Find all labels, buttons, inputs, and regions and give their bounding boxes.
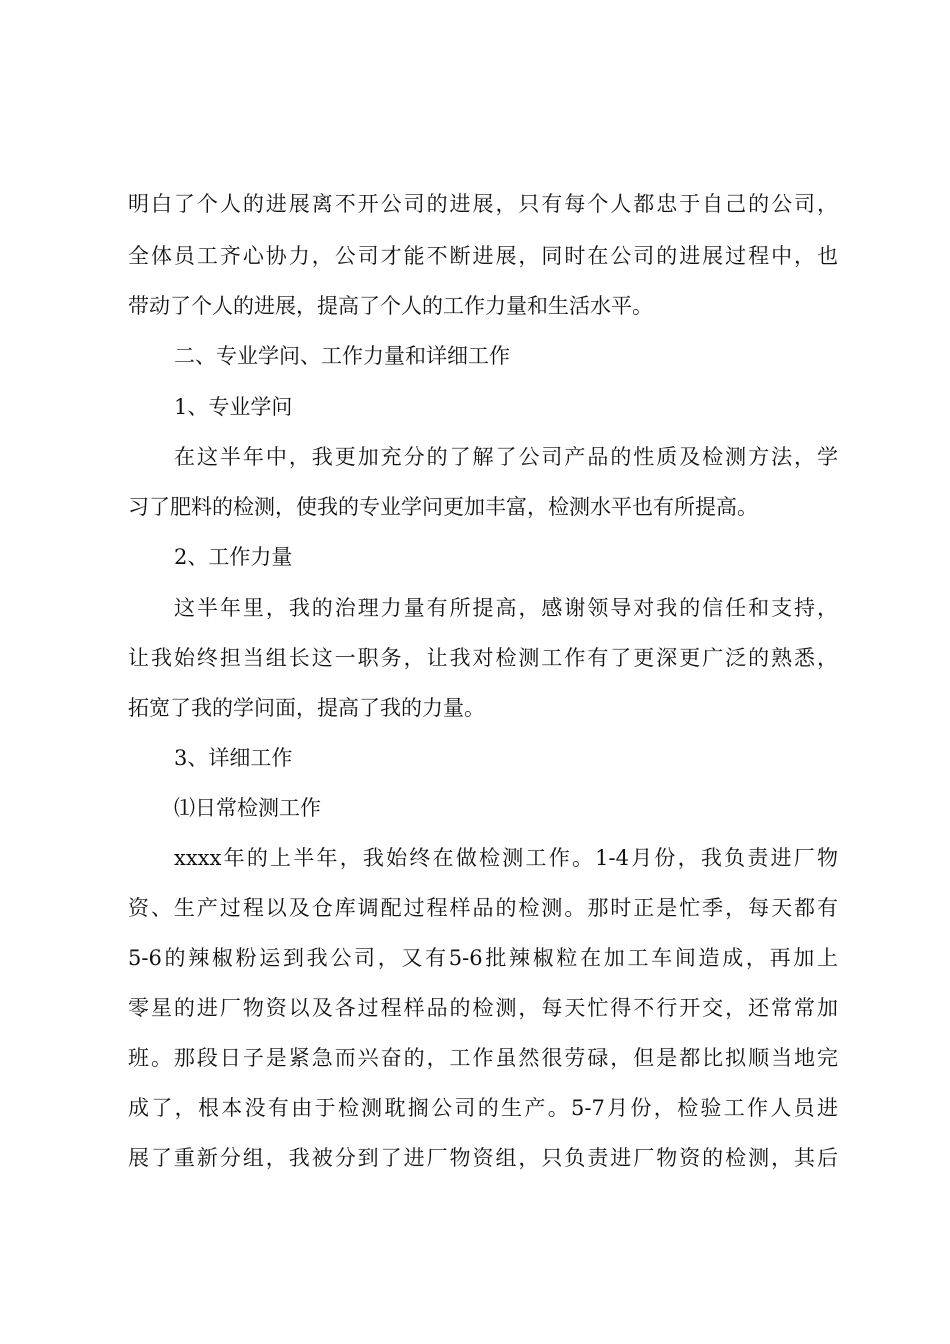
subsection-heading: 3、详细工作 [174, 746, 293, 770]
section-heading: 二、专业学问、工作力量和详细工作 [174, 344, 510, 368]
paragraph-line: xxxx年的上半年，我始终在做检测工作。1-4月份，我负责进厂物 [174, 846, 838, 870]
subsection-heading: 2、工作力量 [174, 545, 293, 569]
paragraph-line: 拓宽了我的学问面，提高了我的力量。 [128, 696, 485, 720]
paragraph-line: 5-6的辣椒粉运到我公司，又有5-6批辣椒粒在加工车间造成，再加上 [128, 946, 838, 970]
paragraph-line: 这半年里，我的治理力量有所提高，感谢领导对我的信任和支持， [174, 596, 838, 620]
paragraph-line: 成了，根本没有由于检测耽搁公司的生产。5-7月份，检验工作人员进 [128, 1096, 838, 1120]
paragraph-line: 资、生产过程以及仓库调配过程样品的检测。那时正是忙季，每天都有 [128, 896, 838, 920]
paragraph-line: 让我始终担当组长这一职务，让我对检测工作有了更深更广泛的熟悉， [128, 646, 838, 670]
paragraph-line: 在这半年中，我更加充分的了解了公司产品的性质及检测方法，学 [174, 445, 838, 469]
paragraph-line: 班。那段日子是紧急而兴奋的，工作虽然很劳碌，但是都比拟顺当地完 [128, 1046, 838, 1070]
paragraph-line: 带动了个人的进展，提高了个人的工作力量和生活水平。 [128, 294, 653, 318]
paragraph-line: 展了重新分组，我被分到了进厂物资组，只负责进厂物资的检测，其后 [128, 1146, 838, 1170]
item-heading: ⑴日常检测工作 [174, 796, 321, 820]
paragraph-line: 全体员工齐心协力，公司才能不断进展，同时在公司的进展过程中，也 [128, 244, 838, 268]
paragraph-line: 零星的进厂物资以及各过程样品的检测，每天忙得不行开交，还常常加 [128, 996, 838, 1020]
paragraph-line: 明白了个人的进展离不开公司的进展，只有每个人都忠于自己的公司， [128, 192, 838, 216]
paragraph-line: 习了肥料的检测，使我的专业学问更加丰富，检测水平也有所提高。 [128, 495, 758, 519]
subsection-heading: 1、专业学问 [174, 395, 293, 419]
